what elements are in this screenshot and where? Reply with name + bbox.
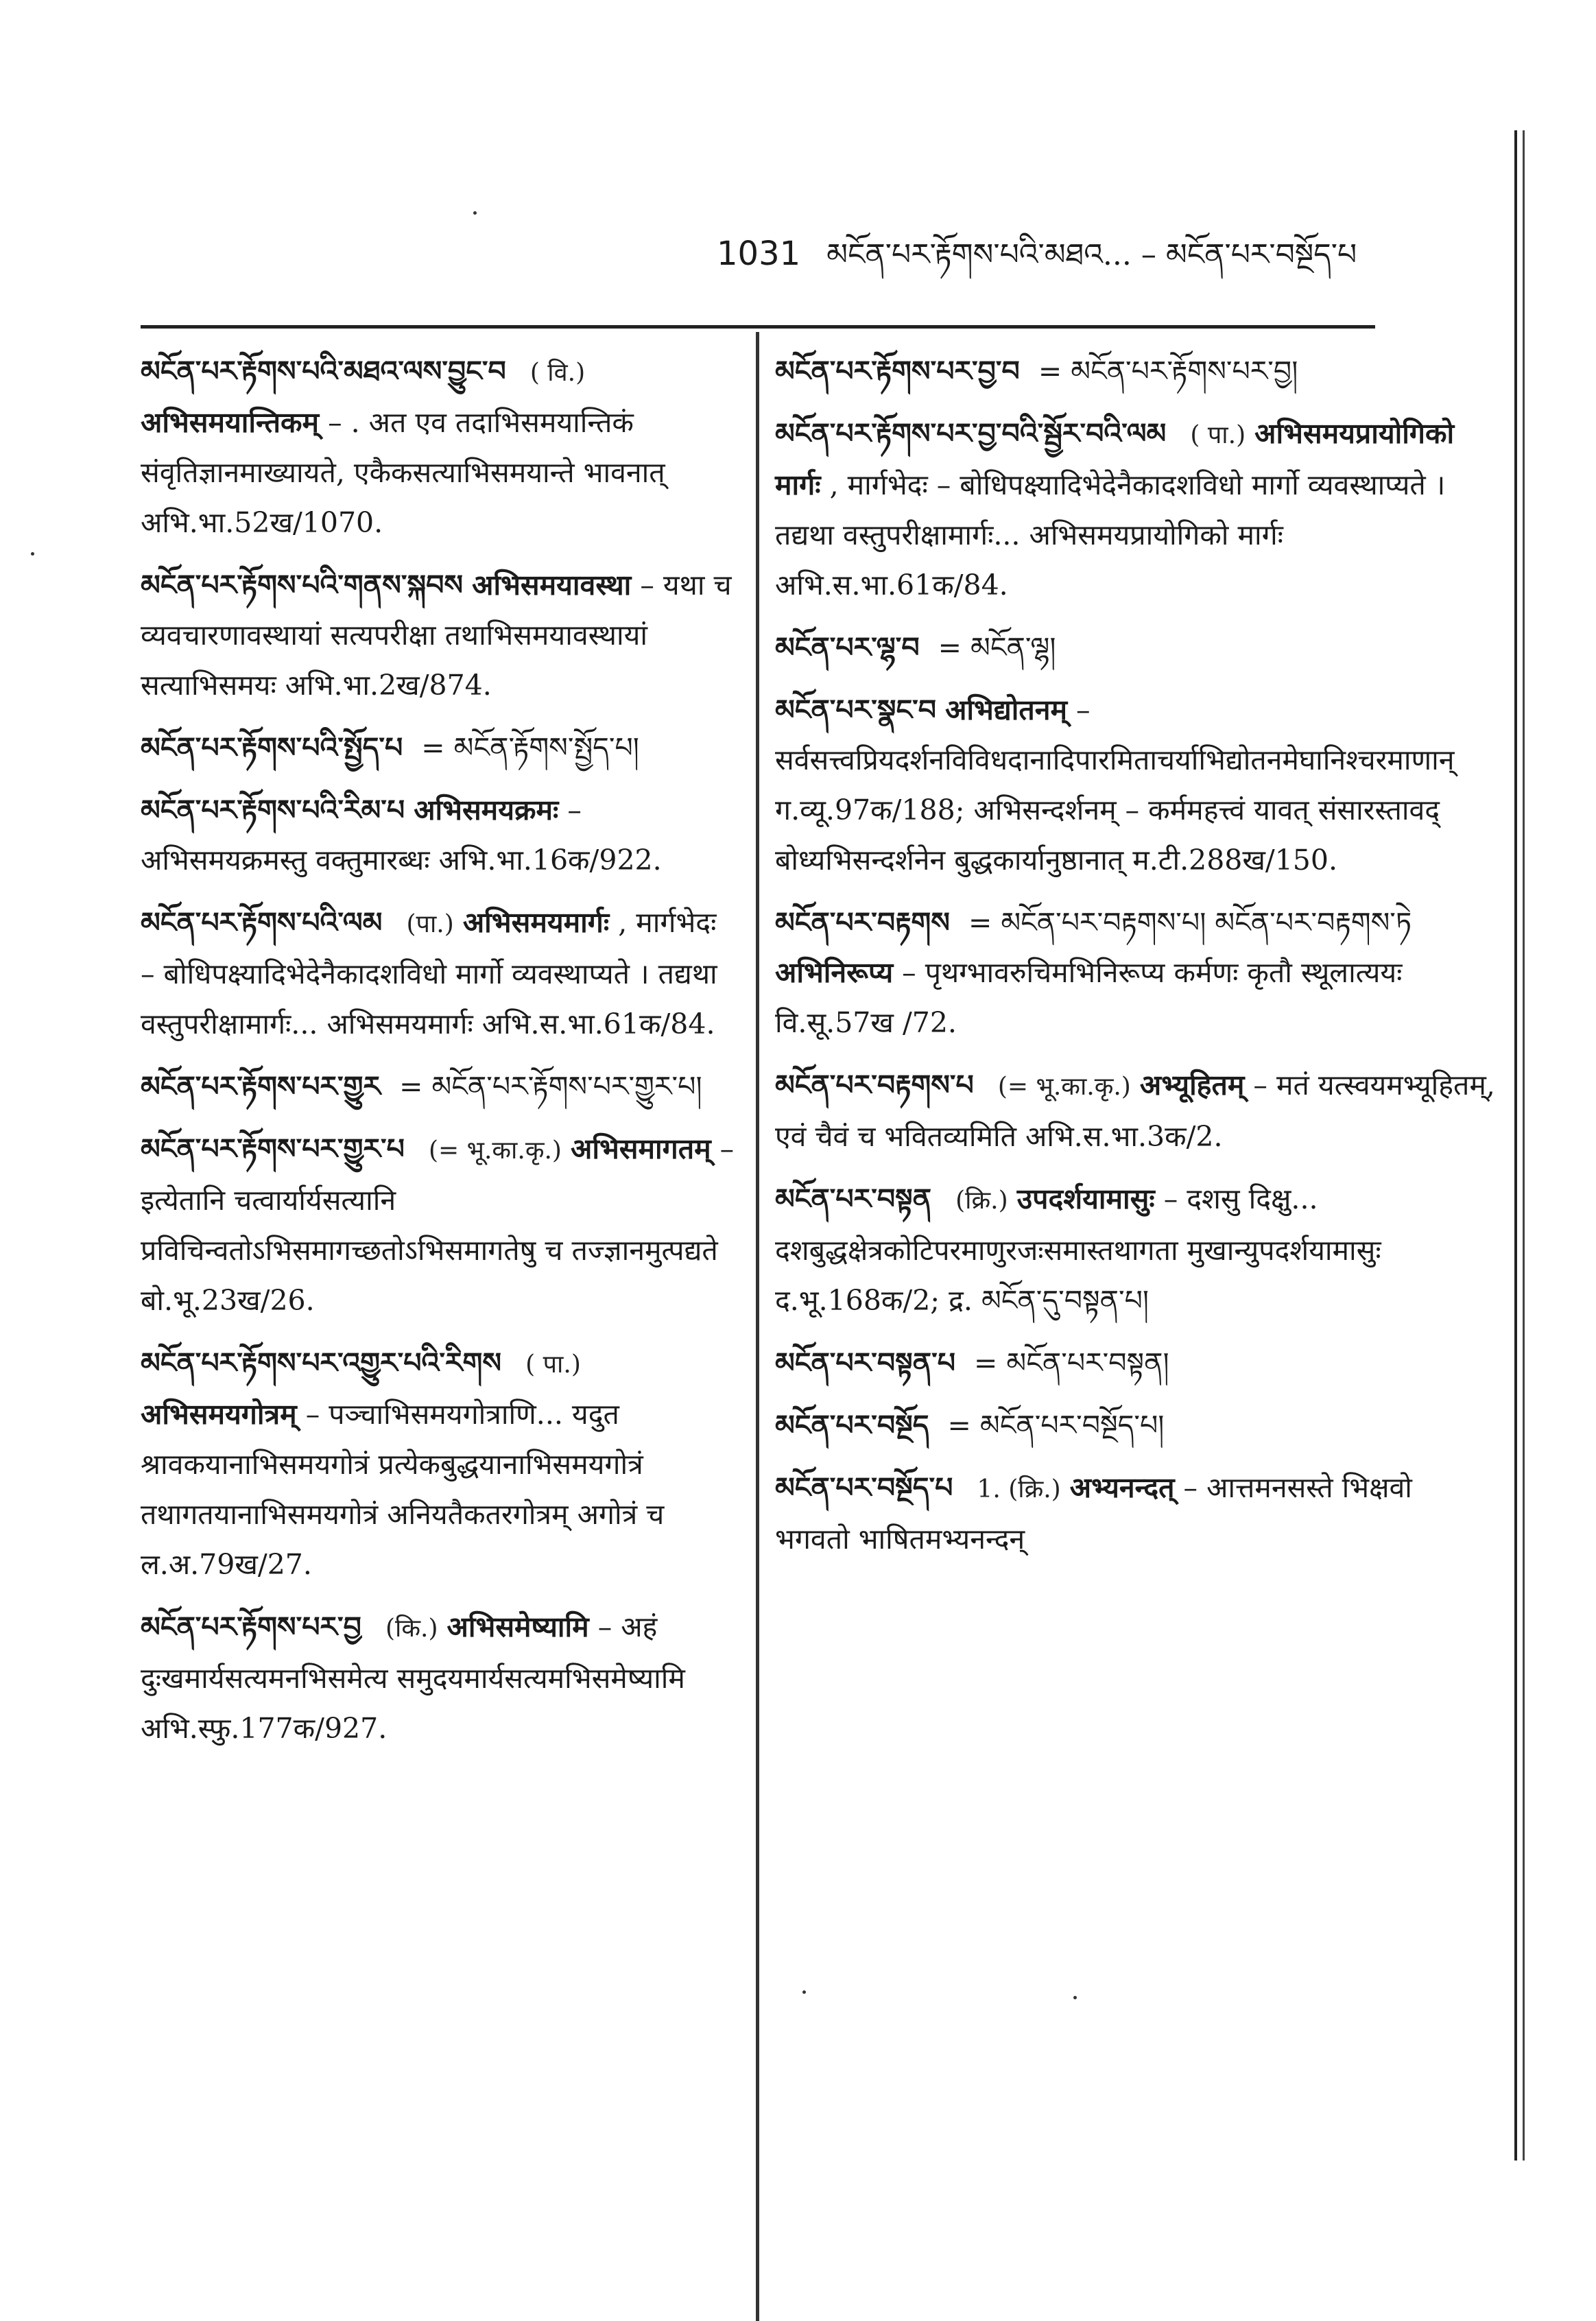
example-text: – आत्तमनसस्ते भिक्षवो भगवतो भाषितमभ्यनन्दन् [775, 1471, 1412, 1556]
source-reference: द.भू.168क/2; द्र. མངོན་དུ་བསྟན་པ། [775, 1284, 1149, 1317]
entry-headword: མངོན་པར་སྣང་བ [775, 693, 937, 726]
right-column [775, 346, 1495, 1577]
entry-headword: མངོན་པར་བརྟགས [775, 906, 950, 939]
left-column [141, 346, 737, 1766]
grammar-label: (पा.) [406, 910, 454, 938]
sanskrit-term: अभिसमयप्रायोगिको मार्गः [775, 417, 1455, 501]
grammar-label: (क्रि.) [955, 1187, 1008, 1215]
grammar-label: ( पा.) [1190, 421, 1246, 449]
entry-headword: མངོན་པར་བསྟན་པ [775, 1346, 955, 1379]
grammar-label: (= भू.का.कृ.) [429, 1136, 562, 1165]
example-text: – मतं यत्स्वयमभ्यूहितम्, एवं चैवं च भवितव्यमिति [775, 1069, 1495, 1153]
dictionary-entry [775, 623, 1495, 673]
dictionary-entry [141, 723, 737, 773]
dictionary-entry [775, 346, 1495, 396]
source-reference: अभि.भा.2ख/874. [285, 669, 492, 702]
source-reference: अभि.स.भा.3क/2. [1025, 1120, 1223, 1153]
dictionary-entry [775, 1174, 1495, 1326]
sanskrit-term: अभिसमयान्तिकम् [141, 406, 320, 439]
example-text: – पञ्चाभिसमयगोत्राणि... यदुत श्रावकयानाभिसमयगोत्रं प्रत्येकबुद्धयानाभिसमयगोत्रं तथागतयानाभिसमयगोत्रं अनियतैकतरगोत्रम् अगोत्रं च [141, 1398, 665, 1531]
grammar-label: ( वि.) [529, 359, 586, 387]
entry-headword: མངོན་པར་རྟོགས་པར་འགྱུར་པའི་རིགས [141, 1346, 502, 1379]
example-text: – यथा च व्यवचारणावस्थायां सत्यपरीक्षा तथाभिसमयावस्थायां सत्याभिसमयः [141, 569, 732, 702]
source-reference: अभि.स.भा.61क/84. [775, 569, 1008, 602]
sanskrit-term: अभिसमयमार्गः [462, 906, 610, 939]
dictionary-entry [775, 1463, 1495, 1564]
source-reference: ल.अ.79ख/27. [141, 1548, 312, 1581]
grammar-label: ( पा.) [525, 1350, 581, 1379]
dictionary-entry [141, 560, 737, 711]
entry-headword: མངོན་པར་རྟོགས་པའི་རིམ་པ [141, 794, 405, 826]
cross-reference: = མངོན་རྟོགས་སྤྱོད་པ། [421, 731, 639, 764]
example-text: – पृथग्भावरुचिमभिनिरूप्य कर्मणः कृतौ स्थूलात्ययः [902, 956, 1403, 989]
cross-reference: = མངོན་པར་བསྟན། [974, 1346, 1169, 1379]
sanskrit-term: अभ्यनन्दत् [1069, 1471, 1175, 1504]
entry-headword: མངོན་པར་བསྔོད་པ [775, 1471, 953, 1504]
scan-speck [473, 211, 477, 215]
dictionary-entry [775, 409, 1495, 610]
example-text: – सर्वसत्त्वप्रियदर्शनविविधदानादिपारमिताचर्याभिद्योतनमेघानिश्चरमाणान् ग.व्यू.97क/188; अभिसन्दर्शनम् – कर्ममहत्त्वं यावत् संसारस्तावद् बोध्यभिसन्दर्शनेन बुद्धकार्यानुष्ठानात् [775, 693, 1455, 877]
entry-headword: མངོན་པར་བརྟགས་པ [775, 1069, 974, 1102]
dictionary-entry [141, 785, 737, 885]
entry-headword: མངོན་པར་རྟོགས་པའི་ལམ [141, 906, 383, 939]
running-head: མངོན་པར་རྟོགས་པའི་མཐའ... – མངོན་པར་བསྔོད་པ [826, 237, 1357, 272]
cross-reference: = མངོན་པར་རྟོགས་པར་གྱུར་པ། [399, 1070, 702, 1103]
entry-headword: མངོན་པར་རྟོགས་པར་བྱ་བའི་སྦྱོར་བའི་ལམ [775, 417, 1167, 450]
sanskrit-term: अभिसमयगोत्रम् [141, 1398, 297, 1431]
source-reference: अभि.भा.52ख/1070. [141, 506, 383, 539]
cross-reference: = མངོན་ལྷ། [938, 631, 1056, 664]
entry-headword: མངོན་པར་བསྔོད [775, 1409, 929, 1442]
source-reference: अभि.स्फु.177क/927. [141, 1712, 388, 1745]
source-reference: वि.सू.57ख /72. [775, 1006, 957, 1039]
entry-headword: མངོན་པར་རྟོགས་པར་བྱ [141, 1610, 361, 1643]
entry-headword: མངོན་པར་བསྟན [775, 1182, 932, 1215]
sanskrit-term: अभ्यूहितम् [1139, 1069, 1245, 1102]
dictionary-entry [775, 1401, 1495, 1451]
grammar-label: (कि.) [385, 1615, 438, 1643]
page-number: 1031 [717, 235, 801, 273]
dictionary-entry [141, 1602, 737, 1754]
example-text: – दशसु दिक्षु... दशबुद्धक्षेत्रकोटिपरमाणुरजःसमास्तथागता मुखान्युपदर्शयामासुः [775, 1182, 1381, 1267]
sanskrit-term: अभिसमेष्यामि [446, 1610, 589, 1643]
column-divider [756, 332, 759, 2321]
sanskrit-term: अभिनिरूप्य [775, 956, 894, 989]
source-reference: अभि.स.भा.61क/84. [481, 1008, 715, 1040]
dictionary-entry [775, 685, 1495, 885]
dictionary-entry [141, 1062, 737, 1112]
entry-headword: མངོན་པར་རྟོགས་པའི་མཐའ་ལས་བྱུང་བ [141, 355, 506, 388]
sanskrit-term: अभिद्योतनम् [945, 693, 1067, 726]
page-edge-line [1523, 130, 1525, 2161]
example-text: , मार्गभेदः – बोधिपक्ष्यादिभेदेनैकादशविधो मार्गो व्यवस्थाप्यते । तद्यथा वस्तुपरीक्षामार्गः... अभिसमयप्रायोगिको मार्गः [775, 468, 1446, 551]
entry-headword: མངོན་པར་རྟོགས་པར་གྱུར་པ [141, 1132, 405, 1165]
sanskrit-term: उपदर्शयामासुः [1016, 1182, 1155, 1215]
source-reference: बो.भू.23ख/26. [141, 1284, 315, 1317]
source-reference: म.टी.288ख/150. [1132, 844, 1338, 877]
scan-speck [802, 1990, 806, 1994]
example-text: , मार्गभेदः – बोधिपक्ष्यादिभेदेनैकादशविधो मार्गो व्यवस्थाप्यते । तद्यथा वस्तुपरीक्षामार्गः... अभिसमयमार्गः [141, 906, 717, 1040]
header-rule [141, 325, 1375, 329]
entry-headword: མངོན་པར་རྟོགས་པའི་སྤྱོད་པ [141, 731, 403, 764]
dictionary-entry [141, 1338, 737, 1590]
sanskrit-term: अभिसमयक्रमः [414, 794, 559, 826]
cross-reference: = མངོན་པར་རྟོགས་པར་བྱ། [1038, 355, 1298, 388]
dictionary-entry [775, 1060, 1495, 1162]
dictionary-entry [141, 346, 737, 548]
sanskrit-term: अभिसमागतम् [571, 1132, 711, 1165]
grammar-label: 1. (क्रि.) [977, 1475, 1061, 1503]
source-reference: अभि.भा.16क/922. [438, 844, 662, 877]
entry-headword: མངོན་པར་རྟོགས་པར་བྱ་བ [775, 355, 1020, 388]
dictionary-entry [141, 898, 737, 1049]
grammar-label: (= भू.का.कृ.) [997, 1073, 1131, 1101]
dictionary-entry [775, 1338, 1495, 1388]
example-text: – अभिसमयक्रमस्तु वक्तुमारब्धः [141, 794, 582, 877]
example-text: – इत्येतानि चत्वार्यार्यसत्यानि प्रविचिन्वतोऽभिसमागच्छतोऽभिसमागतेषु च तज्ज्ञानमुत्पद्यते [141, 1132, 735, 1267]
entry-headword: མངོན་པར་རྟོགས་པར་གྱུར [141, 1070, 381, 1103]
scan-speck [31, 552, 34, 556]
dictionary-entry [141, 1124, 737, 1326]
example-text: – . अत एव तदाभिसमयान्तिकं संवृतिज्ञानमाख्यायते, एकैकसत्याभिसमयान्ते भावनात् [141, 406, 665, 489]
cross-reference: = མངོན་པར་བརྟགས་པ། མངོན་པར་བརྟགས་ཏེ [968, 906, 1412, 939]
page-header [717, 226, 1403, 281]
entry-headword: མངོན་པར་ལྷ་བ [775, 631, 920, 664]
example-text: – अहं दुःखमार्यसत्यमनभिसमेत्य समुदयमार्यसत्यमभिसमेष्यामि [141, 1610, 685, 1695]
page-edge-line [1514, 130, 1517, 2161]
entry-headword: མངོན་པར་རྟོགས་པའི་གནས་སྐབས [141, 569, 464, 602]
sanskrit-term: अभिसमयावस्था [472, 569, 632, 602]
scan-speck [1073, 1996, 1077, 1999]
dictionary-entry [775, 898, 1495, 1048]
cross-reference: = མངོན་པར་བསྔོད་པ། [947, 1409, 1165, 1442]
